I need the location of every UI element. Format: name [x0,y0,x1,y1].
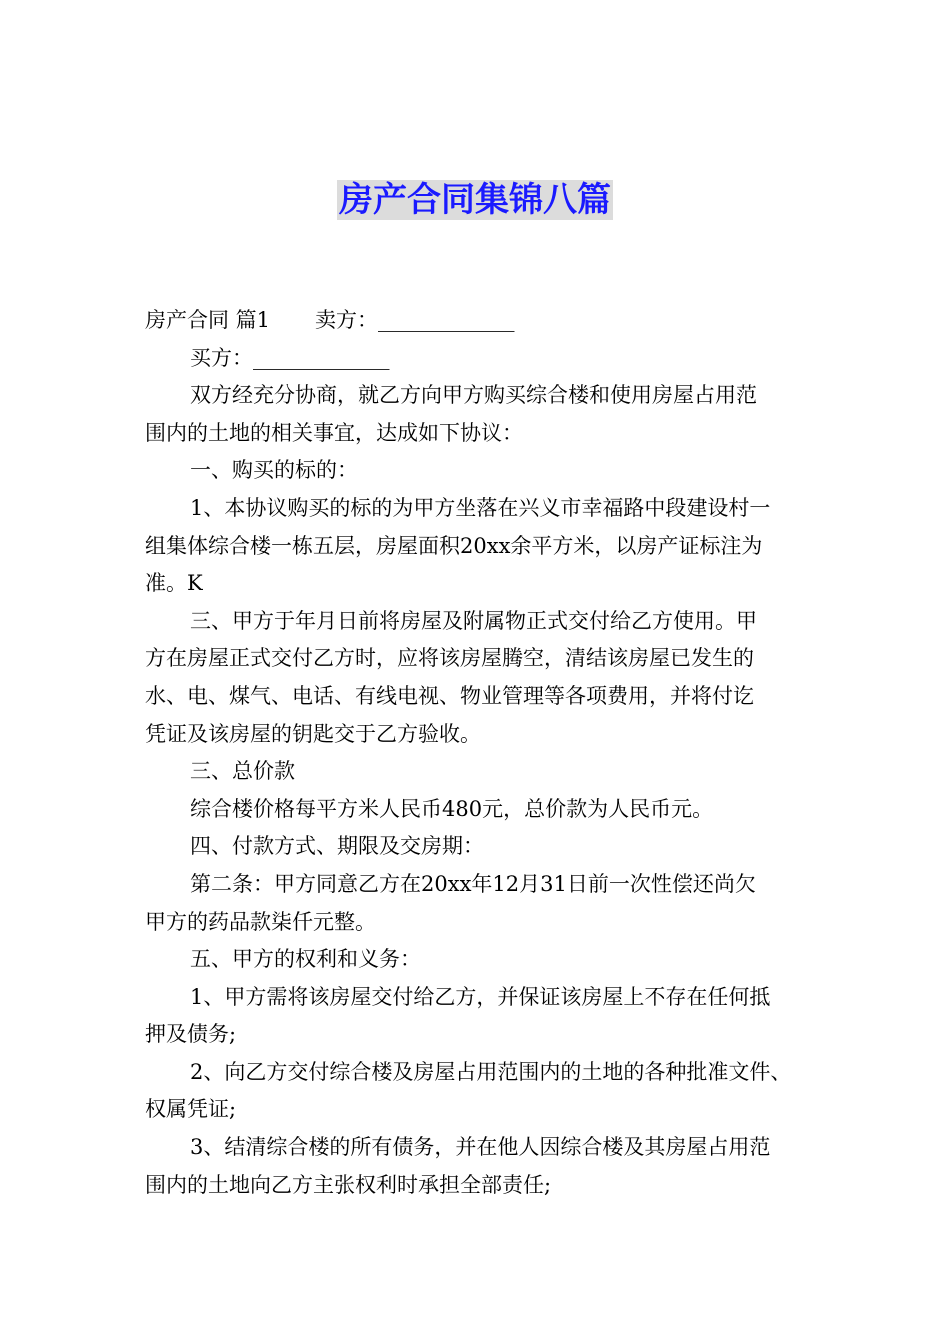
document-title [0,176,950,224]
document-title-text: 房产合同集锦八篇 [339,180,611,220]
contract-text-line: 1、本协议购买的标的为甲方坐落在兴义市幸福路中段建设村一 [190,495,771,520]
buyer-line [145,340,810,378]
contract-text-line: 权属凭证; [145,1097,237,1122]
seller-label: 卖方： [315,308,379,332]
contract-text-line: 准。K [145,571,203,596]
contract-text-line: 凭证及该房屋的钥匙交于乙方验收。 [145,721,481,746]
contract-text-line: 水、电、煤气、电话、有线电视、物业管理等各项费用，并将付讫 [145,683,754,708]
contract-paragraphs [145,377,810,1204]
buyer-blank: _____________ [253,345,390,370]
contract-text-line: 综合楼价格每平方米人民币480元，总价款为人民币元。 [190,796,714,821]
contract-text-line: 组集体综合楼一栋五层，房屋面积20xx余平方米，以房产证标注为 [145,533,763,558]
buyer-label: 买方： [190,345,253,370]
seller-blank: _____________ [378,308,515,332]
contract-text-line: 围内的土地的相关事宜，达成如下协议： [145,420,523,445]
document-body [145,302,810,1204]
contract-text-line: 3、结清综合楼的所有债务，并在他人因综合楼及其房屋占用范 [190,1135,771,1160]
section-label: 房产合同 篇1 [145,308,271,332]
contract-text-line: 四、付款方式、期限及交房期： [190,834,484,859]
contract-text-line: 双方经充分协商，就乙方向甲方购买综合楼和使用房屋占用范 [190,383,757,408]
contract-text-line: 2、向乙方交付综合楼及房屋占用范围内的土地的各种批准文件、 [190,1059,792,1084]
contract-text-line: 1、甲方需将该房屋交付给乙方，并保证该房屋上不存在任何抵 [190,984,771,1009]
contract-text-line: 五、甲方的权利和义务： [190,947,421,972]
contract-text-line: 第二条：甲方同意乙方在20xx年12月31日前一次性偿还尚欠 [190,871,756,896]
contract-text-line: 一、购买的标的： [190,458,358,483]
contract-text-line: 押及债务; [145,1022,237,1047]
contract-text-line: 围内的土地向乙方主张权利时承担全部责任; [145,1172,552,1197]
contract-text-line: 三、总价款 [190,759,295,784]
contract-text-line: 方在房屋正式交付乙方时，应将该房屋腾空，清结该房屋已发生的 [145,646,754,671]
section-heading-line [145,302,810,340]
contract-text-line: 甲方的药品款柒仟元整。 [145,909,376,934]
contract-text-line: 三、甲方于年月日前将房屋及附属物正式交付给乙方使用。甲 [190,608,757,633]
